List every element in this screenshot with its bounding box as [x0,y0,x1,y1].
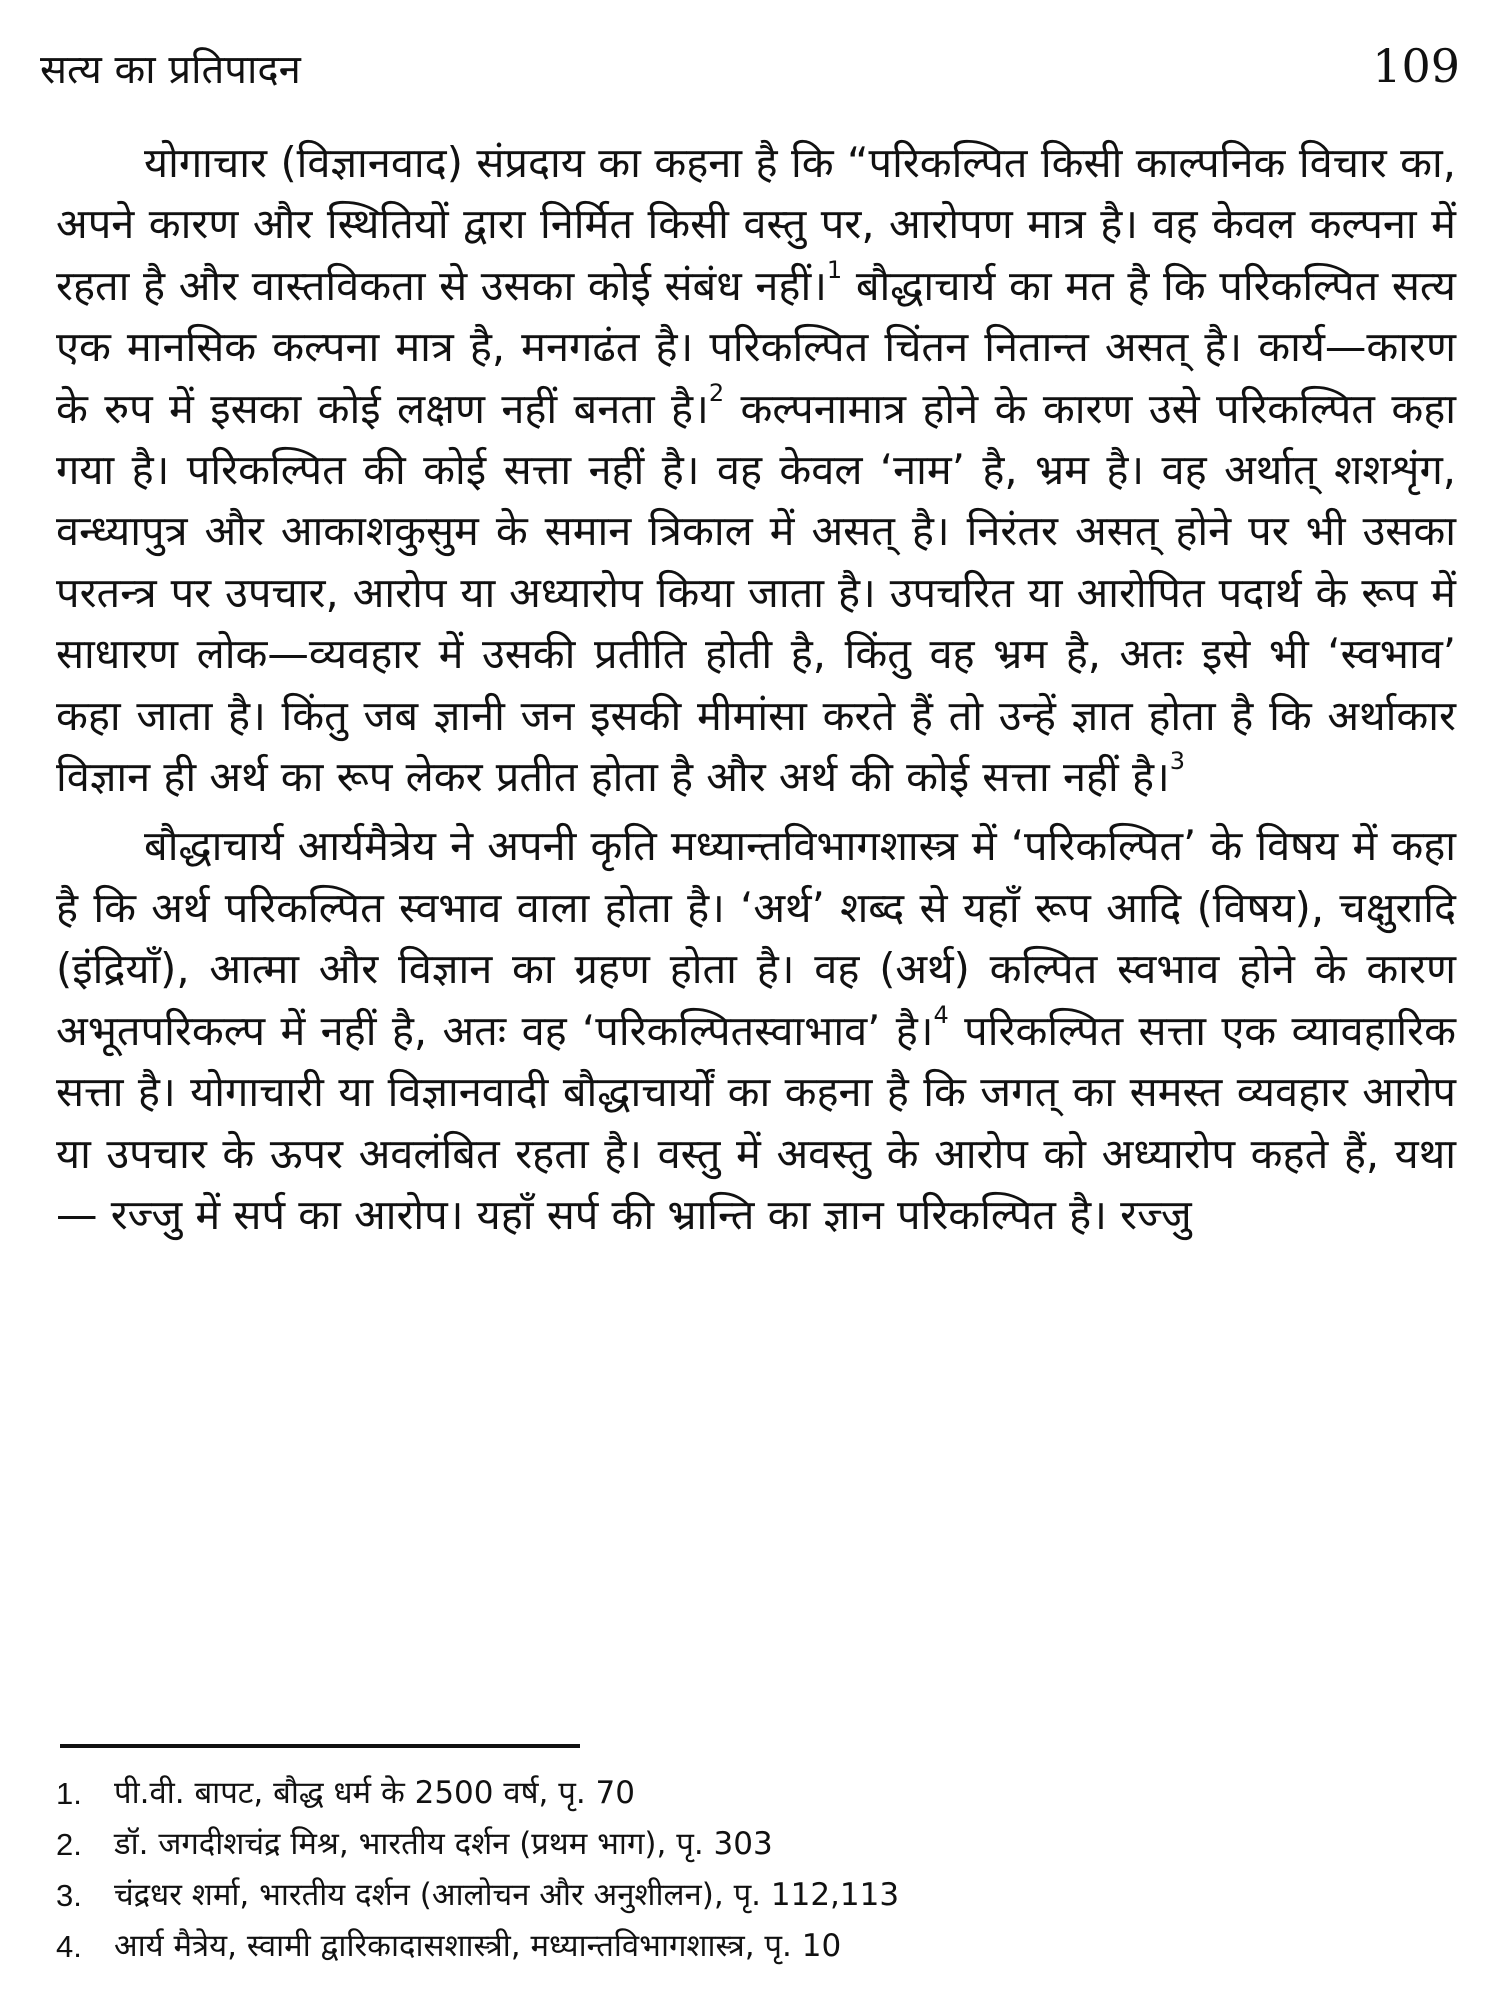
paragraph-text: कल्पनामात्र होने के कारण उसे परिकल्पित कहा गया है। परिकल्पित की कोई सत्ता नहीं है। वह केवल ‘नाम’ है, भ्रम है। वह अर्थात् शशशृंग, वन्ध्यापुत्र और आकाशकुसुम के समान त्रिकाल में असत् है। निरंतर असत् होने पर भी उसका परतन्त्र पर उपचार, आरोप या अध्यारोप किया जाता है। उपचरित या आरोपित पदार्थ के रूप में साधारण लोक—व्यवहार में उसकी प्रतीति होती है, किंतु वह भ्रम है, अतः इसे भी ‘स्वभाव’ कहा जाता है। किंतु जब ज्ञानी जन इसकी मीमांसा करते हैं तो उन्हें ज्ञात होता है कि अर्थाकार विज्ञान ही अर्थ का रूप लेकर प्रतीत होता है और अर्थ की कोई सत्ता नहीं है। [56,383,1456,802]
page-header [40,30,1460,100]
footnote-marker: 3 [1169,747,1186,776]
footnote-number: 1. [56,1776,82,1811]
footnotes [56,1768,1476,1972]
footnote-number: 4. [56,1929,82,1964]
paragraph-text: परिकल्पित सत्ता एक व्यावहारिक सत्ता है। योगाचारी या विज्ञानवादी बौद्धाचार्यों का कहना है कि जगत् का समस्त व्यवहार आरोप या उपचार के ऊपर अवलंबित रहता है। वस्तु में अवस्तु के आरोप को अध्यारोप कहते हैं, यथा — रज्जु में सर्प का आरोप। यहाँ सर्प की भ्रान्ति का ज्ञान परिकल्पित है। रज्जु [56,1005,1456,1239]
footnote-text: पी.वी. बापट, बौद्ध धर्म के 2500 वर्ष, पृ. 70 [114,1775,635,1811]
footnote-number: 3. [56,1878,82,1913]
paragraph-text: बौद्धाचार्य का मत है कि परिकल्पित सत्य एक मानसिक कल्पना मात्र है, मनगढंत है। परिकल्पित चिंतन नितान्त असत् है। कार्य—कारण के रुप में इसका कोई लक्षण नहीं बनता है। [56,260,1456,433]
footnote-1 [56,1768,1476,1819]
footnote-2 [56,1819,1476,1870]
paragraph-1 [56,132,1456,807]
footnote-marker: 1 [826,255,843,284]
footnote-3 [56,1870,1476,1921]
footnote-marker: 2 [708,378,725,407]
paragraph-text: बौद्धाचार्य आर्यमैत्रेय ने अपनी कृति मध्यान्तविभागशास्त्र में ‘परिकल्पित’ के विषय में कहा है कि अर्थ परिकल्पित स्वभाव वाला होता है। ‘अर्थ’ शब्द से यहाँ रूप आदि (विषय), चक्षुरादि (इंद्रियाँ), आत्मा और विज्ञान का ग्रहण होता है। वह (अर्थ) कल्पित स्वभाव होने के कारण अभूतपरिकल्प में नहीं है, अतः वह ‘परिकल्पितस्वाभाव’ है। [56,821,1456,1055]
body-text [56,132,1456,1245]
paragraph-text: योगाचार (विज्ञानवाद) संप्रदाय का कहना है कि “परिकल्पित किसी काल्पनिक विचार का, अपने कारण और स्थितियों द्वारा निर्मित किसी वस्तु पर, आरोपण मात्र है। वह केवल कल्पना में रहता है और वास्तविकता से उसका कोई संबंध नहीं। [56,138,1456,310]
footnote-marker: 4 [933,1000,949,1029]
running-title: सत्य का प्रतिपादन [40,47,301,93]
footnote-4 [56,1921,1476,1972]
page-number: 109 [1372,39,1460,93]
paragraph-2 [56,815,1456,1245]
footnote-text: आर्य मैत्रेय, स्वामी द्वारिकादासशास्त्री, मध्यान्तविभागशास्त्र, पृ. 10 [114,1928,842,1964]
footnote-number: 2. [56,1827,82,1862]
footnote-text: चंद्रधर शर्मा, भारतीय दर्शन (आलोचन और अनुशीलन), पृ. 112,113 [114,1877,900,1913]
footnote-text: डॉ. जगदीशचंद्र मिश्र, भारतीय दर्शन (प्रथम भाग), पृ. 303 [114,1826,773,1862]
footnote-divider [60,1744,580,1748]
